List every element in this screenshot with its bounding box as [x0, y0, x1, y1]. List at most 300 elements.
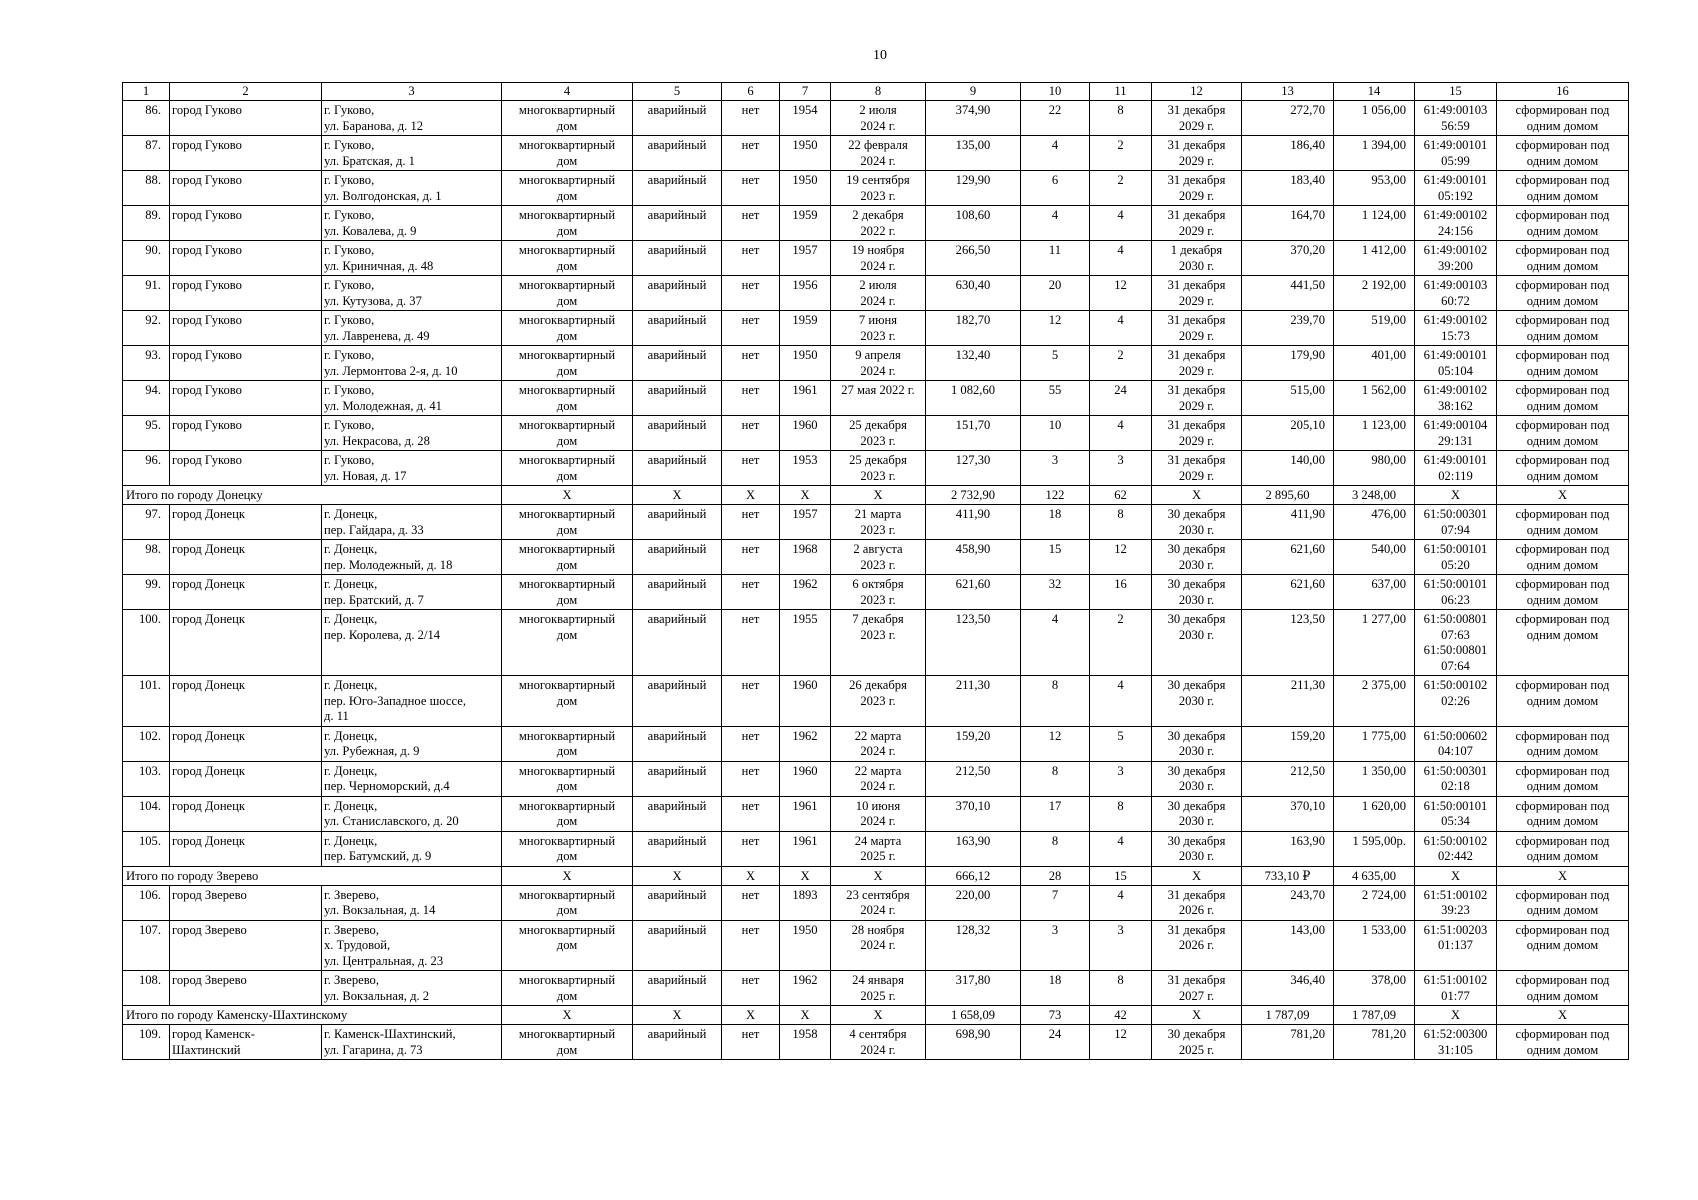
value-cell: 1 412,00 [1334, 241, 1415, 276]
subtotal-cell: X [722, 1006, 780, 1025]
building-type-cell: многоквартирный дом [502, 971, 633, 1006]
row-number: 86. [123, 101, 170, 136]
land-area-cell: 346,40 [1242, 971, 1334, 1006]
land-status-cell: сформирован под одним домом [1497, 451, 1629, 486]
subtotal-cell: X [780, 866, 831, 885]
subtotal-residents: 28 [1021, 866, 1090, 885]
row-number: 90. [123, 241, 170, 276]
address-cell: г. Гуково, ул. Ковалева, д. 9 [322, 206, 502, 241]
status-cell: аварийный [633, 796, 722, 831]
address-cell: г. Гуково, ул. Лавренева, д. 49 [322, 311, 502, 346]
year-cell: 1953 [780, 451, 831, 486]
land-area-cell: 179,90 [1242, 346, 1334, 381]
year-cell: 1950 [780, 171, 831, 206]
residents-cell: 12 [1021, 311, 1090, 346]
table-row [123, 241, 1629, 276]
land-area-cell: 140,00 [1242, 451, 1334, 486]
status-cell: аварийный [633, 1025, 722, 1060]
subtotal-residents: 122 [1021, 486, 1090, 505]
value-cell: 1 775,00 [1334, 726, 1415, 761]
address-cell: г. Гуково, ул. Баранова, д. 12 [322, 101, 502, 136]
year-cell: 1893 [780, 885, 831, 920]
subtotal-land-area: 1 787,09 [1242, 1006, 1334, 1025]
cadastral-number-cell: 61:49:00101 05:192 [1415, 171, 1497, 206]
residents-cell: 5 [1021, 346, 1090, 381]
residents-cell: 8 [1021, 761, 1090, 796]
municipality-cell: город Донецк [170, 831, 322, 866]
deadline-cell: 31 декабря 2026 г. [1152, 920, 1242, 971]
status-cell: аварийный [633, 171, 722, 206]
area-cell: 458,90 [926, 540, 1021, 575]
land-area-cell: 186,40 [1242, 136, 1334, 171]
residents-cell: 15 [1021, 540, 1090, 575]
flats-cell: 3 [1090, 451, 1152, 486]
building-type-cell: многоквартирный дом [502, 381, 633, 416]
recognition-date-cell: 7 июня 2023 г. [831, 311, 926, 346]
status-cell: аварийный [633, 311, 722, 346]
year-cell: 1960 [780, 676, 831, 727]
subtotal-cell: X [831, 866, 926, 885]
subtotal-flats: 15 [1090, 866, 1152, 885]
address-cell: г. Донецк, ул. Рубежная, д. 9 [322, 726, 502, 761]
column-number-cell: 10 [1021, 83, 1090, 101]
municipality-cell: город Донецк [170, 726, 322, 761]
residents-cell: 12 [1021, 726, 1090, 761]
subtotal-value: 4 635,00 [1334, 866, 1415, 885]
row-number: 100. [123, 610, 170, 676]
cadastral-number-cell: 61:50:00102 02:442 [1415, 831, 1497, 866]
land-area-cell: 370,10 [1242, 796, 1334, 831]
value-cell: 953,00 [1334, 171, 1415, 206]
row-number: 87. [123, 136, 170, 171]
building-type-cell: многоквартирный дом [502, 610, 633, 676]
deadline-cell: 30 декабря 2030 г. [1152, 610, 1242, 676]
land-area-cell: 239,70 [1242, 311, 1334, 346]
flats-cell: 4 [1090, 885, 1152, 920]
residents-cell: 18 [1021, 971, 1090, 1006]
subtotal-value: 1 787,09 [1334, 1006, 1415, 1025]
building-type-cell: многоквартирный дом [502, 311, 633, 346]
land-status-cell: сформирован под одним домом [1497, 101, 1629, 136]
land-status-cell: сформирован под одним домом [1497, 276, 1629, 311]
subtotal-cell: X [633, 486, 722, 505]
land-status-cell: сформирован под одним домом [1497, 505, 1629, 540]
recognition-date-cell: 2 июля 2024 г. [831, 101, 926, 136]
subtotal-cell: X [633, 866, 722, 885]
deadline-cell: 30 декабря 2025 г. [1152, 1025, 1242, 1060]
subtotal-cell: X [502, 866, 633, 885]
recognition-date-cell: 22 февраля 2024 г. [831, 136, 926, 171]
column-number-cell: 3 [322, 83, 502, 101]
municipality-cell: город Гуково [170, 136, 322, 171]
row-number: 109. [123, 1025, 170, 1060]
recognition-date-cell: 7 декабря 2023 г. [831, 610, 926, 676]
address-cell: г. Донецк, пер. Братский, д. 7 [322, 575, 502, 610]
flats-cell: 4 [1090, 416, 1152, 451]
cadastral-number-cell: 61:49:00103 60:72 [1415, 276, 1497, 311]
land-status-cell: сформирован под одним домом [1497, 1025, 1629, 1060]
status-cell: аварийный [633, 575, 722, 610]
flats-cell: 12 [1090, 1025, 1152, 1060]
area-cell: 317,80 [926, 971, 1021, 1006]
flats-cell: 8 [1090, 505, 1152, 540]
value-cell: 637,00 [1334, 575, 1415, 610]
land-status-cell: сформирован под одним домом [1497, 241, 1629, 276]
address-cell: г. Гуково, ул. Криничная, д. 48 [322, 241, 502, 276]
value-cell: 1 123,00 [1334, 416, 1415, 451]
address-cell: г. Донецк, пер. Королева, д. 2/14 [322, 610, 502, 676]
municipality-cell: город Донецк [170, 796, 322, 831]
land-status-cell: сформирован под одним домом [1497, 971, 1629, 1006]
value-cell: 519,00 [1334, 311, 1415, 346]
address-cell: г. Донецк, пер. Батумский, д. 9 [322, 831, 502, 866]
area-cell: 370,10 [926, 796, 1021, 831]
cadastral-number-cell: 61:52:00300 31:105 [1415, 1025, 1497, 1060]
address-cell: г. Гуково, ул. Волгодонская, д. 1 [322, 171, 502, 206]
flats-cell: 12 [1090, 540, 1152, 575]
area-cell: 182,70 [926, 311, 1021, 346]
area-cell: 630,40 [926, 276, 1021, 311]
flag-cell: нет [722, 676, 780, 727]
deadline-cell: 31 декабря 2029 г. [1152, 206, 1242, 241]
subtotal-cell: X [1415, 1006, 1497, 1025]
subtotal-row [123, 866, 1629, 885]
land-area-cell: 183,40 [1242, 171, 1334, 206]
subtotal-land-area: 733,10 ₽ [1242, 866, 1334, 885]
municipality-cell: город Донецк [170, 540, 322, 575]
cadastral-number-cell: 61:51:00102 01:77 [1415, 971, 1497, 1006]
subtotal-flats: 62 [1090, 486, 1152, 505]
address-cell: г. Донецк, пер. Гайдара, д. 33 [322, 505, 502, 540]
column-number-cell: 15 [1415, 83, 1497, 101]
land-status-cell: сформирован под одним домом [1497, 676, 1629, 727]
row-number: 99. [123, 575, 170, 610]
land-area-cell: 159,20 [1242, 726, 1334, 761]
residents-cell: 32 [1021, 575, 1090, 610]
column-number-cell: 5 [633, 83, 722, 101]
subtotal-area: 666,12 [926, 866, 1021, 885]
flag-cell: нет [722, 831, 780, 866]
housing-register-table [122, 82, 1629, 1060]
flag-cell: нет [722, 311, 780, 346]
residents-cell: 10 [1021, 416, 1090, 451]
area-cell: 621,60 [926, 575, 1021, 610]
recognition-date-cell: 2 августа 2023 г. [831, 540, 926, 575]
building-type-cell: многоквартирный дом [502, 1025, 633, 1060]
status-cell: аварийный [633, 206, 722, 241]
land-status-cell: сформирован под одним домом [1497, 831, 1629, 866]
land-area-cell: 621,60 [1242, 575, 1334, 610]
table-row [123, 726, 1629, 761]
deadline-cell: 31 декабря 2029 г. [1152, 276, 1242, 311]
recognition-date-cell: 19 ноября 2024 г. [831, 241, 926, 276]
deadline-cell: 30 декабря 2030 г. [1152, 540, 1242, 575]
cadastral-number-cell: 61:49:00104 29:131 [1415, 416, 1497, 451]
row-number: 108. [123, 971, 170, 1006]
flag-cell: нет [722, 796, 780, 831]
building-type-cell: многоквартирный дом [502, 206, 633, 241]
status-cell: аварийный [633, 101, 722, 136]
subtotal-cell: X [502, 486, 633, 505]
value-cell: 1 620,00 [1334, 796, 1415, 831]
land-area-cell: 411,90 [1242, 505, 1334, 540]
column-number-cell: 16 [1497, 83, 1629, 101]
address-cell: г. Донецк, пер. Юго-Западное шоссе, д. 11 [322, 676, 502, 727]
cadastral-number-cell: 61:49:00101 02:119 [1415, 451, 1497, 486]
municipality-cell: город Гуково [170, 451, 322, 486]
land-status-cell: сформирован под одним домом [1497, 136, 1629, 171]
area-cell: 159,20 [926, 726, 1021, 761]
row-number: 106. [123, 885, 170, 920]
row-number: 98. [123, 540, 170, 575]
flats-cell: 8 [1090, 971, 1152, 1006]
table-row [123, 796, 1629, 831]
value-cell: 540,00 [1334, 540, 1415, 575]
subtotal-cell: X [633, 1006, 722, 1025]
recognition-date-cell: 6 октября 2023 г. [831, 575, 926, 610]
deadline-cell: 30 декабря 2030 г. [1152, 726, 1242, 761]
recognition-date-cell: 24 марта 2025 г. [831, 831, 926, 866]
area-cell: 211,30 [926, 676, 1021, 727]
deadline-cell: 1 декабря 2030 г. [1152, 241, 1242, 276]
address-cell: г. Гуково, ул. Некрасова, д. 28 [322, 416, 502, 451]
flag-cell: нет [722, 505, 780, 540]
cadastral-number-cell: 61:51:00102 39:23 [1415, 885, 1497, 920]
flag-cell: нет [722, 610, 780, 676]
deadline-cell: 31 декабря 2027 г. [1152, 971, 1242, 1006]
residents-cell: 8 [1021, 676, 1090, 727]
status-cell: аварийный [633, 451, 722, 486]
building-type-cell: многоквартирный дом [502, 761, 633, 796]
table-body [123, 83, 1629, 1060]
year-cell: 1950 [780, 136, 831, 171]
flag-cell: нет [722, 381, 780, 416]
status-cell: аварийный [633, 610, 722, 676]
recognition-date-cell: 22 марта 2024 г. [831, 761, 926, 796]
year-cell: 1962 [780, 726, 831, 761]
year-cell: 1960 [780, 761, 831, 796]
recognition-date-cell: 10 июня 2024 г. [831, 796, 926, 831]
deadline-cell: 30 декабря 2030 г. [1152, 796, 1242, 831]
recognition-date-cell: 25 декабря 2023 г. [831, 451, 926, 486]
flag-cell: нет [722, 540, 780, 575]
status-cell: аварийный [633, 726, 722, 761]
deadline-cell: 31 декабря 2029 г. [1152, 381, 1242, 416]
land-area-cell: 272,70 [1242, 101, 1334, 136]
subtotal-cell: X [1152, 486, 1242, 505]
municipality-cell: город Гуково [170, 101, 322, 136]
address-cell: г. Гуково, ул. Молодежная, д. 41 [322, 381, 502, 416]
building-type-cell: многоквартирный дом [502, 451, 633, 486]
residents-cell: 8 [1021, 831, 1090, 866]
area-cell: 132,40 [926, 346, 1021, 381]
subtotal-area: 2 732,90 [926, 486, 1021, 505]
building-type-cell: многоквартирный дом [502, 540, 633, 575]
flats-cell: 8 [1090, 796, 1152, 831]
flag-cell: нет [722, 575, 780, 610]
value-cell: 781,20 [1334, 1025, 1415, 1060]
residents-cell: 6 [1021, 171, 1090, 206]
area-cell: 266,50 [926, 241, 1021, 276]
municipality-cell: город Донецк [170, 575, 322, 610]
residents-cell: 20 [1021, 276, 1090, 311]
flats-cell: 4 [1090, 311, 1152, 346]
land-area-cell: 621,60 [1242, 540, 1334, 575]
municipality-cell: город Гуково [170, 416, 322, 451]
land-status-cell: сформирован под одним домом [1497, 381, 1629, 416]
recognition-date-cell: 2 декабря 2022 г. [831, 206, 926, 241]
subtotal-cell: X [1415, 486, 1497, 505]
row-number: 97. [123, 505, 170, 540]
area-cell: 135,00 [926, 136, 1021, 171]
subtotal-label: Итого по городу Донецку [123, 486, 502, 505]
land-area-cell: 164,70 [1242, 206, 1334, 241]
table-row [123, 206, 1629, 241]
land-area-cell: 143,00 [1242, 920, 1334, 971]
table-row [123, 416, 1629, 451]
status-cell: аварийный [633, 136, 722, 171]
subtotal-cell: X [831, 1006, 926, 1025]
land-area-cell: 211,30 [1242, 676, 1334, 727]
cadastral-number-cell: 61:50:00301 07:94 [1415, 505, 1497, 540]
flats-cell: 3 [1090, 761, 1152, 796]
status-cell: аварийный [633, 540, 722, 575]
deadline-cell: 31 декабря 2029 г. [1152, 416, 1242, 451]
residents-cell: 55 [1021, 381, 1090, 416]
deadline-cell: 30 декабря 2030 г. [1152, 505, 1242, 540]
year-cell: 1954 [780, 101, 831, 136]
row-number: 107. [123, 920, 170, 971]
deadline-cell: 31 декабря 2029 г. [1152, 451, 1242, 486]
page-number: 10 [873, 48, 887, 63]
building-type-cell: многоквартирный дом [502, 241, 633, 276]
table-row [123, 505, 1629, 540]
table-row [123, 971, 1629, 1006]
deadline-cell: 30 декабря 2030 г. [1152, 761, 1242, 796]
area-cell: 128,32 [926, 920, 1021, 971]
subtotal-flats: 42 [1090, 1006, 1152, 1025]
row-number: 103. [123, 761, 170, 796]
value-cell: 476,00 [1334, 505, 1415, 540]
row-number: 94. [123, 381, 170, 416]
row-number: 102. [123, 726, 170, 761]
cadastral-number-cell: 61:49:00101 05:104 [1415, 346, 1497, 381]
residents-cell: 18 [1021, 505, 1090, 540]
land-status-cell: сформирован под одним домом [1497, 206, 1629, 241]
column-number-cell: 12 [1152, 83, 1242, 101]
cadastral-number-cell: 61:50:00101 05:20 [1415, 540, 1497, 575]
table-row [123, 346, 1629, 381]
status-cell: аварийный [633, 831, 722, 866]
land-status-cell: сформирован под одним домом [1497, 726, 1629, 761]
cadastral-number-cell: 61:49:00102 15:73 [1415, 311, 1497, 346]
address-cell: г. Каменск-Шахтинский, ул. Гагарина, д. 73 [322, 1025, 502, 1060]
land-status-cell: сформирован под одним домом [1497, 416, 1629, 451]
status-cell: аварийный [633, 346, 722, 381]
land-status-cell: сформирован под одним домом [1497, 171, 1629, 206]
land-area-cell: 515,00 [1242, 381, 1334, 416]
area-cell: 212,50 [926, 761, 1021, 796]
flag-cell: нет [722, 206, 780, 241]
value-cell: 2 192,00 [1334, 276, 1415, 311]
municipality-cell: город Гуково [170, 276, 322, 311]
residents-cell: 24 [1021, 1025, 1090, 1060]
deadline-cell: 30 декабря 2030 г. [1152, 676, 1242, 727]
building-type-cell: многоквартирный дом [502, 416, 633, 451]
subtotal-residents: 73 [1021, 1006, 1090, 1025]
land-area-cell: 123,50 [1242, 610, 1334, 676]
value-cell: 2 375,00 [1334, 676, 1415, 727]
table-row [123, 311, 1629, 346]
year-cell: 1959 [780, 206, 831, 241]
table-row [123, 171, 1629, 206]
cadastral-number-cell: 61:49:00102 39:200 [1415, 241, 1497, 276]
row-number: 88. [123, 171, 170, 206]
recognition-date-cell: 23 сентября 2024 г. [831, 885, 926, 920]
value-cell: 2 724,00 [1334, 885, 1415, 920]
flag-cell: нет [722, 241, 780, 276]
flag-cell: нет [722, 885, 780, 920]
address-cell: г. Гуково, ул. Кутузова, д. 37 [322, 276, 502, 311]
building-type-cell: многоквартирный дом [502, 171, 633, 206]
land-status-cell: сформирован под одним домом [1497, 885, 1629, 920]
row-number: 96. [123, 451, 170, 486]
address-cell: г. Гуково, ул. Братская, д. 1 [322, 136, 502, 171]
municipality-cell: город Гуково [170, 381, 322, 416]
flats-cell: 2 [1090, 610, 1152, 676]
cadastral-number-cell: 61:50:00101 05:34 [1415, 796, 1497, 831]
cadastral-number-cell: 61:49:00102 24:156 [1415, 206, 1497, 241]
municipality-cell: город Донецк [170, 505, 322, 540]
area-cell: 129,90 [926, 171, 1021, 206]
municipality-cell: город Донецк [170, 761, 322, 796]
row-number: 105. [123, 831, 170, 866]
residents-cell: 17 [1021, 796, 1090, 831]
flats-cell: 2 [1090, 136, 1152, 171]
municipality-cell: город Донецк [170, 610, 322, 676]
residents-cell: 11 [1021, 241, 1090, 276]
flag-cell: нет [722, 416, 780, 451]
land-status-cell: сформирован под одним домом [1497, 575, 1629, 610]
value-cell: 1 562,00 [1334, 381, 1415, 416]
recognition-date-cell: 2 июля 2024 г. [831, 276, 926, 311]
flats-cell: 2 [1090, 346, 1152, 381]
value-cell: 1 350,00 [1334, 761, 1415, 796]
deadline-cell: 31 декабря 2026 г. [1152, 885, 1242, 920]
residents-cell: 4 [1021, 610, 1090, 676]
residents-cell: 3 [1021, 920, 1090, 971]
deadline-cell: 30 декабря 2030 г. [1152, 575, 1242, 610]
table-row [123, 101, 1629, 136]
value-cell: 401,00 [1334, 346, 1415, 381]
land-area-cell: 243,70 [1242, 885, 1334, 920]
cadastral-number-cell: 61:51:00203 01:137 [1415, 920, 1497, 971]
column-number-cell: 11 [1090, 83, 1152, 101]
table-row [123, 276, 1629, 311]
column-number-cell: 4 [502, 83, 633, 101]
column-number-cell: 7 [780, 83, 831, 101]
subtotal-cell: X [780, 1006, 831, 1025]
table-row [123, 136, 1629, 171]
address-cell: г. Зверево, х. Трудовой, ул. Центральная, д. 23 [322, 920, 502, 971]
cadastral-number-cell: 61:50:00602 04:107 [1415, 726, 1497, 761]
subtotal-cell: X [1415, 866, 1497, 885]
building-type-cell: многоквартирный дом [502, 920, 633, 971]
land-area-cell: 441,50 [1242, 276, 1334, 311]
cadastral-number-cell: 61:49:00102 38:162 [1415, 381, 1497, 416]
table-row [123, 451, 1629, 486]
subtotal-value: 3 248,00 [1334, 486, 1415, 505]
